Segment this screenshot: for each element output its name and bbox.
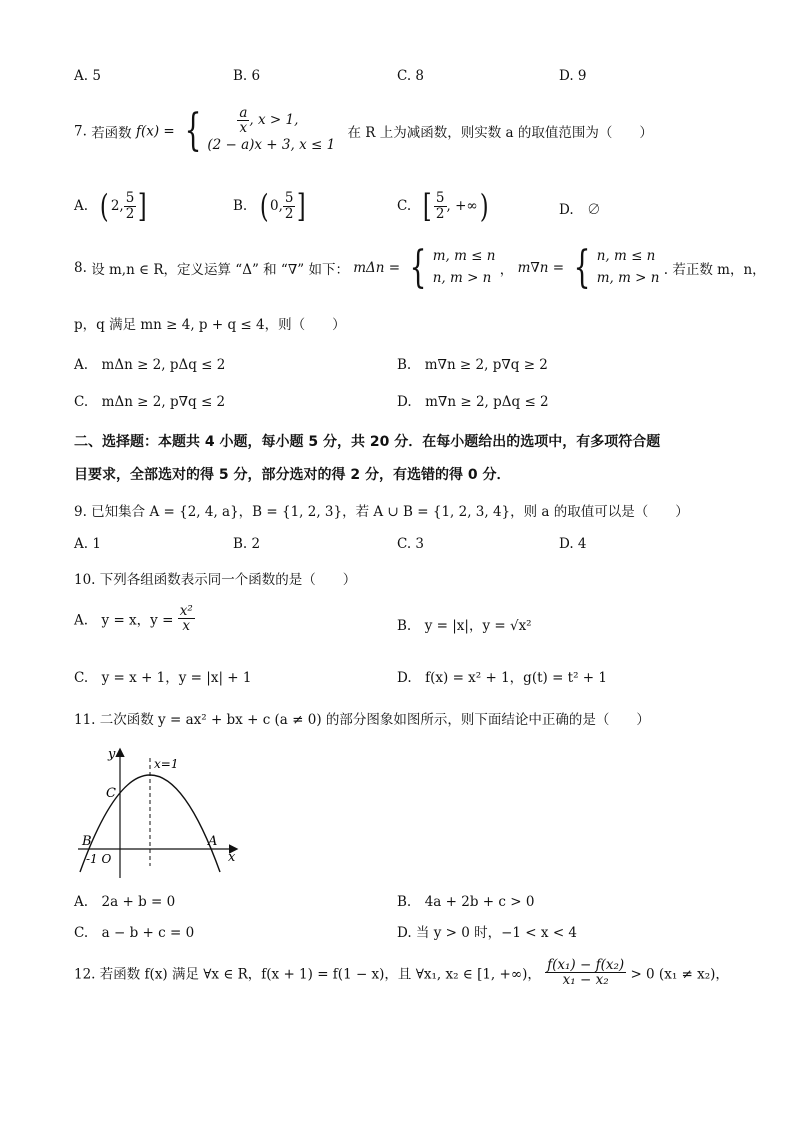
q9-stem: 9. 已知集合 A = {2, 4, a}，B = {1, 2, 3}，若 A ∪ B = {1, 2, 3, 4}，则 a 的取值可以是（ ） xyxy=(74,504,689,520)
q12-num: f(x₁) − f(x₂) xyxy=(547,957,625,973)
q7-suffix: 在 R 上为减函数，则实数 a 的取值范围为（ ） xyxy=(347,125,653,142)
q7-case1-num: a xyxy=(239,105,248,121)
q12-pre: 12. 若函数 f(x) 满足 ∀x ∈ R，f(x + 1) = f(1 − x)，且 ∀x₁, x₂ ∈ [1, +∞)， xyxy=(74,966,541,983)
q7-prefix: 若函数 xyxy=(91,125,132,142)
q6-option-d: D. 9 xyxy=(559,68,587,84)
y-axis-label: y xyxy=(108,747,116,762)
point-b-label: B xyxy=(82,834,92,849)
q10-option-d: D. f(x) = x² + 1，g(t) = t² + 1 xyxy=(397,670,607,686)
q12-stem xyxy=(74,958,729,987)
symmetry-label: x=1 xyxy=(154,757,179,771)
point-a-label: A xyxy=(208,834,218,849)
q7-option-b: B. ( 0, $\frac{5}{2}$ ] xyxy=(233,187,307,225)
q8-op2: m∇n = xyxy=(517,260,565,276)
section2-line2: 目要求，全部选对的得 5 分，部分选对的得 2 分，有选错的得 0 分． xyxy=(74,467,511,483)
q10-option-c: C. y = x + 1，y = |x| + 1 xyxy=(74,670,252,686)
q7-func: f(x) = xyxy=(135,123,175,140)
origin-label: -1 O xyxy=(86,852,112,866)
q7-option-d: D. ∅ xyxy=(559,202,601,218)
q7-option-c: C. [ $\frac{5}{2}$ , +∞) xyxy=(397,187,489,225)
q6-option-a: A. 5 xyxy=(74,68,101,84)
q9-option-a: A. 1 xyxy=(74,536,101,552)
q9-option-b: B. 2 xyxy=(233,536,261,552)
q7-case1-den: x xyxy=(239,120,248,137)
q7-case2: (2 − a)x + 3, x ≤ 1 xyxy=(207,137,336,154)
q7-number: 7. xyxy=(74,123,87,140)
q8-op1-cases: m, m ≤ n n, m > n xyxy=(432,248,496,286)
q9-option-c: C. 3 xyxy=(397,536,425,552)
q11-parabola-graph xyxy=(74,742,254,882)
q6-option-c: C. 8 xyxy=(397,68,425,84)
q11-option-a: A. 2a + b = 0 xyxy=(74,894,176,910)
q11-option-b: B. 4a + 2b + c > 0 xyxy=(397,894,535,910)
q11-option-c: C. a − b + c = 0 xyxy=(74,925,195,941)
q7-cases xyxy=(207,106,335,157)
q8-option-c: C. mΔn ≥ 2, p∇q ≤ 2 xyxy=(74,394,226,410)
q8-op1: mΔn = xyxy=(353,260,401,276)
q8-suffix: . 若正数 m，n， xyxy=(663,262,766,278)
q7-option-a: A. ( 2, $\frac{5}{2}$ ] xyxy=(74,187,147,225)
q7-case1-cond: , x > 1, xyxy=(249,112,299,129)
point-c-label: C xyxy=(106,786,116,801)
q7-stem: 7. 若函数 f(x) = { $\frac{a}{x}$ , x > 1, (2 − a)x + 3, x ≤ 1 在 R 上为减函数，则实数 a 的取值范围为（ ） xyxy=(74,105,653,157)
q10-stem: 10. 下列各组函数表示同一个函数的是（ ） xyxy=(74,572,357,588)
q10-option-b: B. y = |x|，y = √x² xyxy=(397,618,532,634)
q11-option-d: D. 当 y > 0 时，−1 < x < 4 xyxy=(397,925,578,941)
q12-den: x₁ − x₂ xyxy=(562,972,609,989)
q10-option-a: A. y = x，y = $\frac{\text{x²}}{x}$ xyxy=(74,603,193,635)
q8-stem: 8. 设 m,n ∈ R，定义运算 “Δ” 和 “∇” 如下： mΔn = { m, m ≤ n n, m > n ， m∇n = { n, m ≤ n m, m > n . 若正数 m，n， xyxy=(74,242,766,293)
q6-option-b: B. 6 xyxy=(233,68,261,84)
q9-option-d: D. 4 xyxy=(559,536,587,552)
q8-op2-cases: n, m ≤ n m, m > n xyxy=(596,248,660,286)
q8-option-a: A. mΔn ≥ 2, pΔq ≤ 2 xyxy=(74,357,226,373)
q8-option-b: B. m∇n ≥ 2, p∇q ≥ 2 xyxy=(397,357,548,373)
q8-prefix: 设 m,n ∈ R，定义运算 “Δ” 和 “∇” 如下： xyxy=(91,262,349,278)
q12-post: > 0 (x₁ ≠ x₂)， xyxy=(630,966,729,983)
section2-line1: 二、选择题：本题共 4 小题，每小题 5 分，共 20 分．在每小题给出的选项中，有多项符合题 xyxy=(74,434,661,450)
x-axis-label: x xyxy=(228,850,236,865)
q11-stem: 11. 二次函数 y = ax² + bx + c (a ≠ 0) 的部分图象如图所示，则下面结论中正确的是（ ） xyxy=(74,712,650,728)
q8-option-d: D. m∇n ≥ 2, pΔq ≤ 2 xyxy=(397,394,549,410)
q8-line2: p，q 满足 mn ≥ 4, p + q ≤ 4，则（ ） xyxy=(74,317,346,333)
